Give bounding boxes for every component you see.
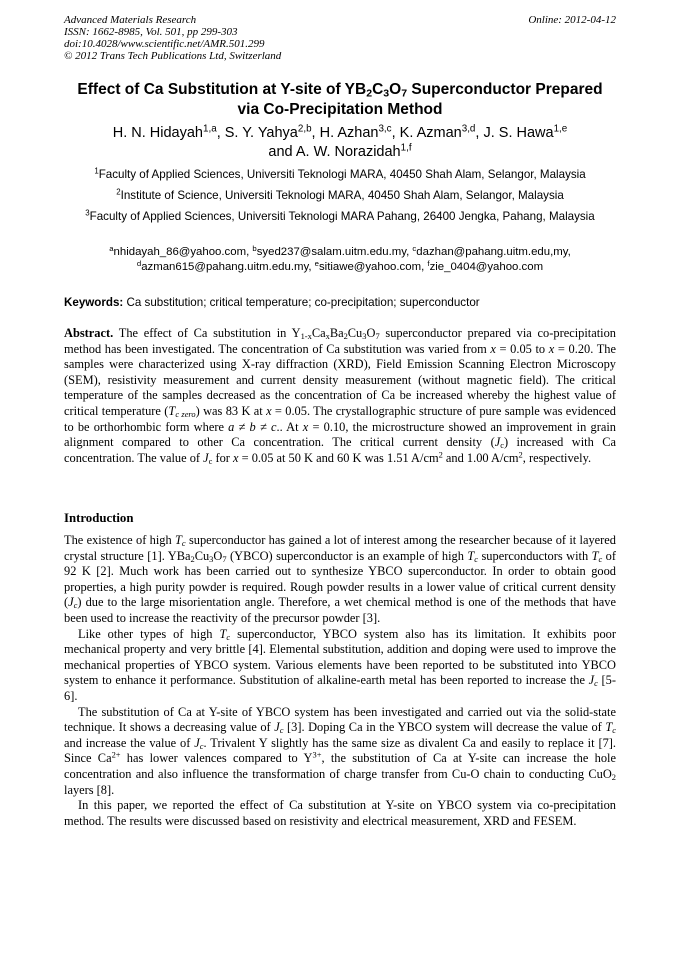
doi: doi:10.4028/www.scientific.net/AMR.501.299 — [64, 38, 265, 50]
author: H. Azhan$^{3,c}$, — [319, 123, 400, 141]
title-line-2: via Co-Precipitation Method — [237, 101, 443, 118]
email-list: $^a$nhidayah_86@yahoo.com, $^b$syed237@salam.uitm.edu.my, $^c$dazhan@pahang.uitm.edu,my, $^d$azman615@pahang.uitm.edu.my, $^e$sitiawe@yahoo.com, $^f$zie_0404@yahoo.com — [109, 243, 571, 273]
paragraph: The substitution of Ca at Y-site of YBCO system has been investigated and carried out via the solid-state technique. It shows a decreasing value of $J_c$ [3]. Doping Ca in the YBCO system will decrease the value of $T_c$ and increase the value of $J_c$. Trivalent Y slightly has the same size as divalent Ca and easily to replace it [7]. Since $Ca^{2+}$ has lower valences compared to $Y^{3+}$, the substitution of Ca at Y-site can increase the hole concentration and also influence the transformation of charge transfer from Cu-O chain to conducting CuO$_2$ layers [8]. — [64, 704, 616, 797]
author: K. Azman$^{3,d}$, — [399, 123, 484, 141]
email-link[interactable]: zie_0404@yahoo.com — [429, 261, 544, 273]
author: S. Y. Yahya$^{2,b}$, — [224, 123, 320, 141]
paragraph: In this paper, we reported the effect of Ca substitution at Y-site on YBCO system via co-precipitation method. The results were discussed based on resistivity and electrical measurement, XRD and FESEM. — [64, 798, 616, 828]
email-link[interactable]: dazhan@pahang.uitm.edu,my, — [416, 246, 571, 258]
copyright: © 2012 Trans Tech Publications Ltd, Switzerland — [64, 50, 282, 62]
paragraph: Like other types of high $T_c$ superconductor, YBCO system also has its limitation. It exhibits poor mechanical property and very brittle [4]. Elemental substitution, addition and doping were used to improve the mechanical properties of YBCO system. Various elements have been reported to be substituted into YBCO system to enhance it performance. Substitution of alkaline-earth metal has been reported to increase the $J_c$ [5-6]. — [64, 626, 617, 703]
author: and A. W. Norazidah$^{1,f}$ — [268, 142, 412, 160]
journal-name: Advanced Materials Research — [64, 14, 197, 26]
keywords — [64, 295, 616, 310]
email-link[interactable]: azman615@pahang.uitm.edu.my, — [141, 261, 315, 273]
author: J. S. Hawa$^{1,e}$ — [483, 123, 568, 141]
affiliation-3: $^3$Faculty of Applied Sciences, Universiti Teknologi MARA Pahang, 26400 Jengka, Pahang, Malaysia — [85, 208, 595, 223]
affiliation-1: $^1$Faculty of Applied Sciences, Universiti Teknologi MARA, 40450 Shah Alam, Selangor, Malaysia — [94, 166, 586, 181]
email-link[interactable]: nhidayah_86@yahoo.com, — [113, 246, 253, 258]
paper-title — [64, 80, 616, 120]
journal-header — [64, 14, 616, 62]
abstract-label: Abstract. — [64, 326, 114, 340]
section-heading-introduction: Introduction — [64, 511, 134, 525]
online-date: Online: 2012-04-12 — [528, 14, 616, 26]
email-link[interactable]: sitiawe@yahoo.com, — [318, 261, 428, 273]
author: H. N. Hidayah$^{1,a}$, — [112, 123, 225, 141]
keywords-label: Keywords: — [64, 296, 124, 309]
paragraph: The existence of high $T_c$ superconductor has gained a lot of interest among the researcher because of it layered crystal structure [1]. $YBa_2Cu_3O_7$ (YBCO) superconductor is an example of high $T_c$ superconductors with $T_c$ of 92 K [2]. Much work has been carried out to synthesize YBCO superconductor. In order to obtain good properties, a high purity powder is required. Rough powder results in a lower value of critical current density $(J_c)$ due to the large misorientation angle. Therefore, a wet chemical method is one of the methods that have been used to increase the reactivity of the precursor powder [3]. — [64, 533, 617, 625]
abstract: Abstract. The effect of Ca substitution in $Y_{1-x}Ca_xBa_2Cu_3O_7$ superconductor prepared via co-precipitation method has been investigated. The concentration of Ca substitution was varied from x = 0.05 to x = 0.20. The samples were characterized using X-ray diffraction (XRD), Field Emission Scanning Electron Microscopy (SEM), resistivity measurement and current density measurement (without magnetic field). The critical temperature of the samples decreased as the concentration of Ca be increased whereby the highest value of critical temperature $(T_{c zero})$ was 83 K at x = 0.05. The crystallographic structure of pure sample was evidenced to be orthorhombic form where a ≠ b ≠ c.. At x = 0.10, the microstructure showed an improvement in grain alignment compared to other Ca concentration. The critical current density $(J_c)$ increased with Ca concentration. The value of $J_c$ for x = 0.05 at 50 K and 60 K was 1.51 $A/cm^2$ and 1.00 $A/cm^2$, respectively. — [64, 326, 617, 466]
issn: ISSN: 1662-8985, Vol. 501, pp 299-303 — [64, 26, 238, 38]
keywords-text: Ca substitution; critical temperature; co-precipitation; superconductor — [123, 296, 480, 309]
introduction-body — [64, 533, 616, 829]
title-line-1: Effect of Ca Substitution at Y-site of $YB_2C_3O_7$ Superconductor Prepared — [77, 81, 603, 100]
affiliation-2: $^2$Institute of Science, Universiti Teknologi MARA, 40450 Shah Alam, Selangor, Malaysia — [116, 187, 564, 202]
author-list — [64, 124, 616, 162]
email-link[interactable]: syed237@salam.uitm.edu.my, — [256, 246, 413, 258]
